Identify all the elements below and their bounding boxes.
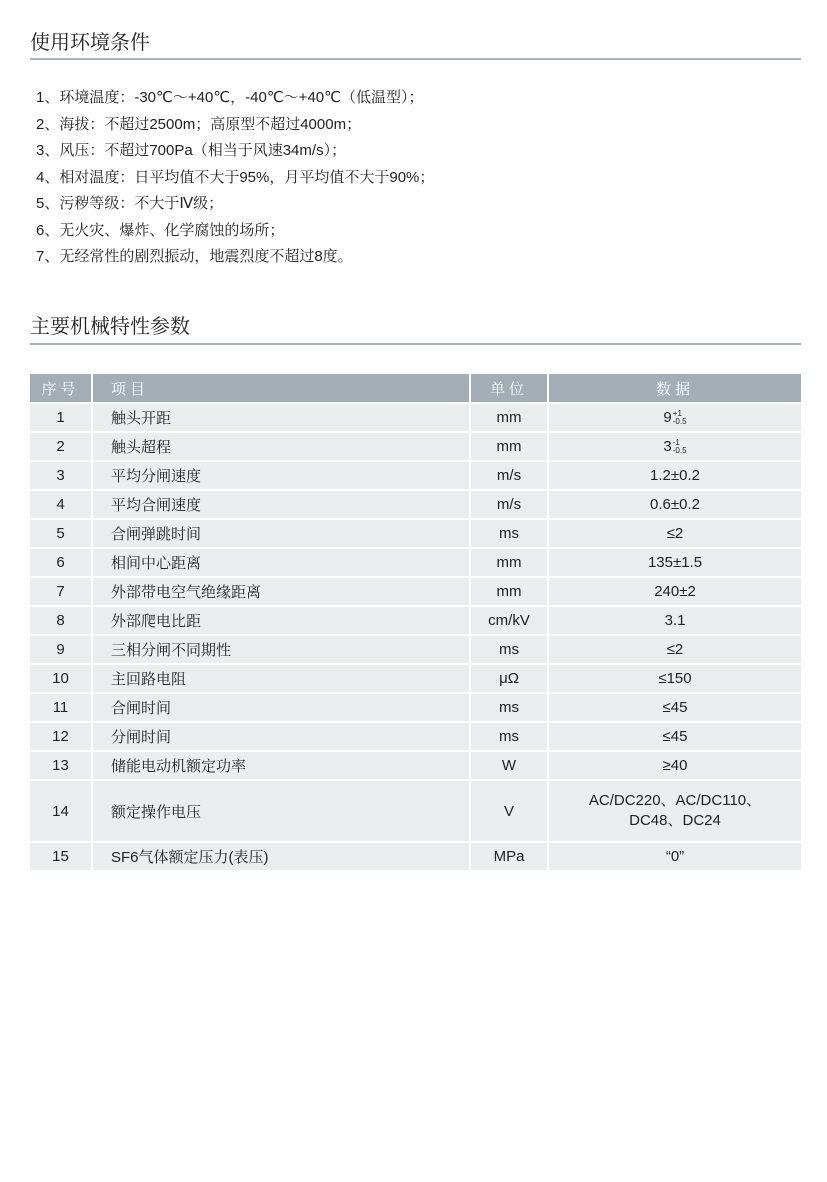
row-value [548, 432, 801, 461]
row-unit: cm/kV [470, 606, 548, 635]
row-no: 4 [30, 490, 92, 519]
row-value: ≤2 [548, 635, 801, 664]
row-unit: mm [470, 548, 548, 577]
row-item: 平均合闸速度 [92, 490, 470, 519]
row-item: 外部爬电比距 [92, 606, 470, 635]
row-no: 8 [30, 606, 92, 635]
row-no: 1 [30, 403, 92, 432]
condition-item: 6、无火灾、爆炸、化学腐蚀的场所； [36, 221, 285, 239]
header-value: 数据 [548, 374, 801, 403]
tolerance-lower: -0.5 [672, 446, 687, 456]
table-row [30, 548, 801, 577]
row-no: 5 [30, 519, 92, 548]
row-value: ≤2 [548, 519, 801, 548]
row-value [548, 403, 801, 432]
row-item: 三相分闸不同期性 [92, 635, 470, 664]
row-value: ≤45 [548, 722, 801, 751]
row-no: 2 [30, 432, 92, 461]
condition-item: 4、相对温度：日平均值不大于95%，月平均值不大于90%； [36, 168, 435, 186]
row-unit: μΩ [470, 664, 548, 693]
table-row [30, 490, 801, 519]
section-divider [30, 343, 801, 345]
row-item: 外部带电空气绝缘距离 [92, 577, 470, 606]
section-title-mechanical: 主要机械特性参数 [30, 316, 190, 338]
row-unit: mm [470, 432, 548, 461]
table-row [30, 432, 801, 461]
row-unit: m/s [470, 461, 548, 490]
row-unit: mm [470, 577, 548, 606]
tolerance-lower: -0.5 [672, 417, 687, 427]
condition-item: 3、风压：不超过700Pa（相当于风速34m/s）； [36, 142, 347, 159]
row-no: 15 [30, 842, 92, 870]
row-unit: ms [470, 722, 548, 751]
tolerance-upper: +1 [672, 409, 682, 419]
header-unit: 单位 [470, 374, 548, 403]
table-row [30, 606, 801, 635]
table-row [30, 751, 801, 780]
section-divider [30, 58, 801, 60]
row-value: “0” [548, 842, 801, 870]
table-row [30, 403, 801, 432]
value-main: 9 [663, 408, 672, 426]
row-unit: ms [470, 635, 548, 664]
tolerance [673, 410, 687, 426]
row-unit: ms [470, 519, 548, 548]
table-row [30, 693, 801, 722]
row-no: 3 [30, 461, 92, 490]
condition-item: 1、环境温度：-30℃～+40℃，-40℃～+40℃（低温型）； [36, 89, 424, 106]
row-no: 11 [30, 693, 92, 722]
row-unit: ms [470, 693, 548, 722]
table-row [30, 635, 801, 664]
row-item: 主回路电阻 [92, 664, 470, 693]
row-unit: V [470, 780, 548, 842]
mechanical-parameters-table [30, 374, 801, 870]
row-value: 3.1 [548, 606, 801, 635]
row-value: ≤150 [548, 664, 801, 693]
table-row [30, 664, 801, 693]
table-row [30, 842, 801, 870]
table-row [30, 577, 801, 606]
condition-item: 7、无经常性的剧烈振动，地震烈度不超过8度。 [36, 248, 353, 265]
row-item: 平均分闸速度 [92, 461, 470, 490]
row-value: 135±1.5 [548, 548, 801, 577]
row-no: 10 [30, 664, 92, 693]
row-no: 14 [30, 780, 92, 842]
tolerance [673, 439, 687, 455]
tolerance-upper: -1 [672, 438, 680, 448]
header-no: 序号 [30, 374, 92, 403]
value-main: 3 [663, 437, 672, 455]
row-unit: m/s [470, 490, 548, 519]
table-row [30, 519, 801, 548]
row-no: 12 [30, 722, 92, 751]
condition-item: 5、污秽等级：不大于Ⅳ级； [36, 195, 224, 212]
table-row [30, 461, 801, 490]
row-item: 额定操作电压 [92, 780, 470, 842]
row-value: 0.6±0.2 [548, 490, 801, 519]
row-item: 分闸时间 [92, 722, 470, 751]
row-item: 触头超程 [92, 432, 470, 461]
table-row [30, 780, 801, 842]
row-value: ≤45 [548, 693, 801, 722]
row-item: 相间中心距离 [92, 548, 470, 577]
row-no: 6 [30, 548, 92, 577]
row-value: 1.2±0.2 [548, 461, 801, 490]
row-no: 13 [30, 751, 92, 780]
row-unit: W [470, 751, 548, 780]
condition-item: 2、海拔：不超过2500m；高原型不超过4000m； [36, 115, 362, 133]
row-unit: MPa [470, 842, 548, 870]
environment-conditions-list [36, 85, 434, 271]
row-item: 合闸弹跳时间 [92, 519, 470, 548]
row-item: SF6气体额定压力(表压) [92, 842, 470, 870]
table-header-row [30, 374, 801, 403]
table-row [30, 722, 801, 751]
row-item: 合闸时间 [92, 693, 470, 722]
row-unit: mm [470, 403, 548, 432]
row-item: 储能电动机额定功率 [92, 751, 470, 780]
row-item: 触头开距 [92, 403, 470, 432]
row-value: 240±2 [548, 577, 801, 606]
row-value: ≥40 [548, 751, 801, 780]
section-title-environment: 使用环境条件 [30, 32, 150, 54]
row-no: 7 [30, 577, 92, 606]
row-no: 9 [30, 635, 92, 664]
row-value: AC/DC220、AC/DC110、DC48、DC24 [548, 780, 801, 842]
header-item: 项目 [92, 374, 470, 403]
